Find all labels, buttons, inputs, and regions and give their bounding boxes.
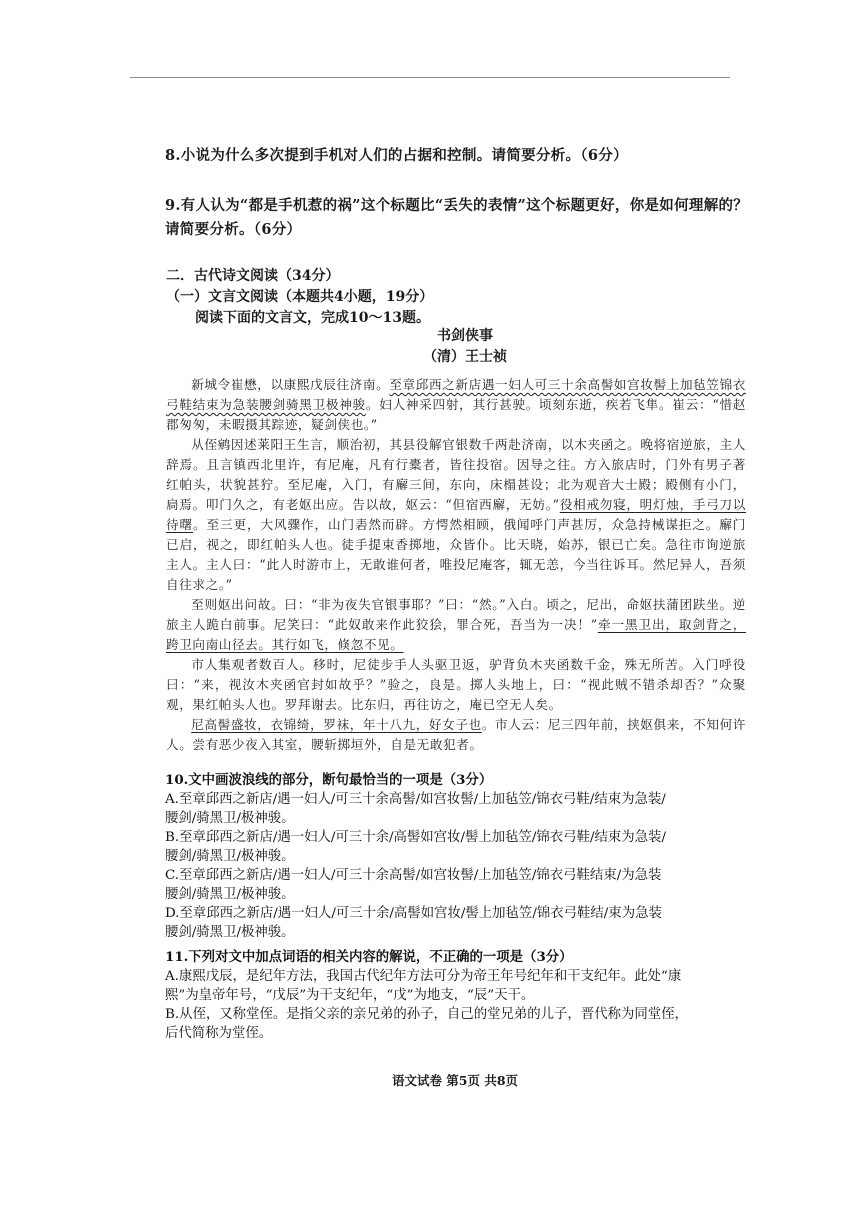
passage-paragraph bbox=[166, 655, 746, 715]
option-line: 腰剑/骑黑卫/极神骏。 bbox=[165, 811, 295, 826]
option-line: 后代简称为堂侄。 bbox=[165, 1026, 273, 1041]
option-a bbox=[165, 790, 760, 828]
passage-title: 书剑侠事 bbox=[437, 328, 493, 344]
underlined-sentence: 役相戒勿寝，明灯烛，手弓刀以待曙 bbox=[166, 497, 746, 532]
option-line: 腰剑/骑黑卫/极神骏。 bbox=[165, 925, 295, 940]
option-line: A.至章邱西之新店/遇一妇人/可三十余高髻/如宫妆髻/上加毡笠/锦衣弓鞋/结束为急装/ bbox=[165, 792, 666, 807]
classical-passage bbox=[166, 375, 746, 755]
reading-instruction: 阅读下面的文言文，完成10～13题。 bbox=[195, 310, 430, 326]
option-c bbox=[165, 866, 760, 904]
option-line: B.从侄，又称堂侄。是指父亲的亲兄弟的孙子，自己的堂兄弟的儿子，晋代称为同堂侄， bbox=[165, 1007, 688, 1022]
passage-text: 至则妪出问故。曰：“非为夜失官银事耶？”曰：“然。”入白。顷之，尼出，命妪扶蒲团趺坐。逆旅主人跪白前事。尼笑曰：“此奴敢来作此狡狯，罪合死，吾当为一决！” bbox=[166, 597, 746, 632]
passage-text: 新城令崔懋，以康熙戊辰往济南。 bbox=[191, 377, 390, 392]
underlined-sentence: 牵一黑卫出，取剑背之，跨卫向南山径去。其行如飞，倏忽不见。 bbox=[166, 617, 746, 652]
passage-text: 。至三更，大风骤作，山门砉然而辟。方愕然相顾，俄闻呼门声甚厉，众急持械谋拒之。廨门已启，视之，即红帕头人也。徒手提束香掷地，众皆仆。比天晓，始苏，银已亡矣。急往市询逆旅主人。主人曰：“此人时游市上，无敢谁何者，唯投尼庵客，辄无恙，今当往诉耳。然尼异人，吾须自往求之。” bbox=[166, 517, 746, 592]
passage-paragraph bbox=[166, 715, 746, 755]
option-line: A.康熙戊辰，是纪年方法，我国古代纪年方法可分为帝王年号纪年和干支纪年。此处“康 bbox=[165, 969, 682, 984]
section-heading: 二．古代诗文阅读（34分） bbox=[166, 268, 340, 284]
option-line: 腰剑/骑黑卫/极神骏。 bbox=[165, 887, 295, 902]
question-stem: 11.下列对文中加点词语的相关内容的解说，不正确的一项是（3分） bbox=[165, 949, 573, 965]
question-8: 8.小说为什么多次提到手机对人们的占据和控制。请简要分析。（6分） bbox=[165, 147, 628, 164]
question-stem: 10.文中画波浪线的部分，断句最恰当的一项是（3分） bbox=[165, 772, 493, 788]
passage-paragraph bbox=[166, 375, 746, 435]
page-footer: 语文试卷 第5页 共8页 bbox=[391, 1073, 519, 1088]
option-b bbox=[165, 1005, 760, 1043]
option-line: 腰剑/骑黑卫/极神骏。 bbox=[165, 849, 295, 864]
passage-author: （清）王士祯 bbox=[423, 349, 507, 365]
passage-text: 从侄鹓因述莱阳王生言，顺治初，其县役解官银数千两赴济南，以木夹函之。晚将宿逆旅，主人辞焉。且言镇西北里许，有尼庵，凡有行橐者，皆往投宿。因导之往。方入旅店时，门外有男子著红帕头，状貌甚狞。至尼庵，入门，有廨三间，东向，床榻甚设；北为观音大士殿；殿侧有小门，扃焉。叩门久之，有老妪出应。告以故，妪云：“但宿西廨，无妨。” bbox=[166, 437, 746, 512]
question-10 bbox=[165, 771, 760, 942]
option-b bbox=[165, 828, 760, 866]
option-line: 熙”为皇帝年号，“戊辰”为干支纪年，“戊”为地支，“辰”天干。 bbox=[165, 988, 535, 1003]
option-line: C.至章邱西之新店/遇一妇人/可三十余高髻/如宫妆髻/上加毡笠/锦衣弓鞋结束/为急装 bbox=[165, 868, 662, 883]
option-d bbox=[165, 904, 760, 942]
question-9: 9.有人认为“都是手机惹的祸”这个标题比“丢失的表情”这个标题更好，你是如何理解的？请简要分析。（6分） bbox=[165, 197, 749, 238]
option-a bbox=[165, 967, 760, 1005]
option-line: D.至章邱西之新店/遇一妇人/可三十余/高髻如宫妆/髻上加毡笠/锦衣弓鞋结/束为急装 bbox=[165, 906, 662, 921]
passage-text: 市人集观者数百人。移时，尼徒步手人头驱卫返，驴背负木夹函数千金，殊无所苦。入门呼役曰：“来，视汝木夹函官封如故乎？”验之，良是。掷人头地上，曰：“视此贼不错杀却否？”众聚观，果红帕头人也。罗拜谢去。比东归，再往访之，庵已空无人矣。 bbox=[166, 657, 746, 712]
subsection-heading: （一）文言文阅读（本题共4小题，19分） bbox=[166, 289, 434, 305]
passage-text: 。市人云：尼三四年前，挟妪俱来，不知何许人。尝有恶少夜入其室，腰斩掷垣外，自是无敢犯者。 bbox=[166, 717, 746, 752]
passage-paragraph bbox=[166, 595, 746, 655]
wavy-underlined-text: 至章邱西之新店遇一妇人可三十余高髻如宫妆髻上加毡笠锦衣弓鞋结束为急装腰剑骑黑卫极神骏 bbox=[166, 377, 747, 412]
question-11 bbox=[165, 948, 760, 1043]
underlined-sentence: 尼高髻盛妆，衣锦绮，罗袜，年十八九，好女子也 bbox=[191, 717, 482, 732]
passage-paragraph bbox=[166, 435, 746, 595]
passage-text: 。妇人神采四射，其行甚驶。顷刻东逝，疾若飞隼。崔云：“惜赵郡匆匆，未暇摄其踪迹，疑剑侠也。” bbox=[166, 397, 747, 432]
option-line: B.至章邱西之新店/遇一妇人/可三十余/高髻如宫妆/髻上加毡笠/锦衣弓鞋/结束为急装/ bbox=[165, 830, 666, 845]
